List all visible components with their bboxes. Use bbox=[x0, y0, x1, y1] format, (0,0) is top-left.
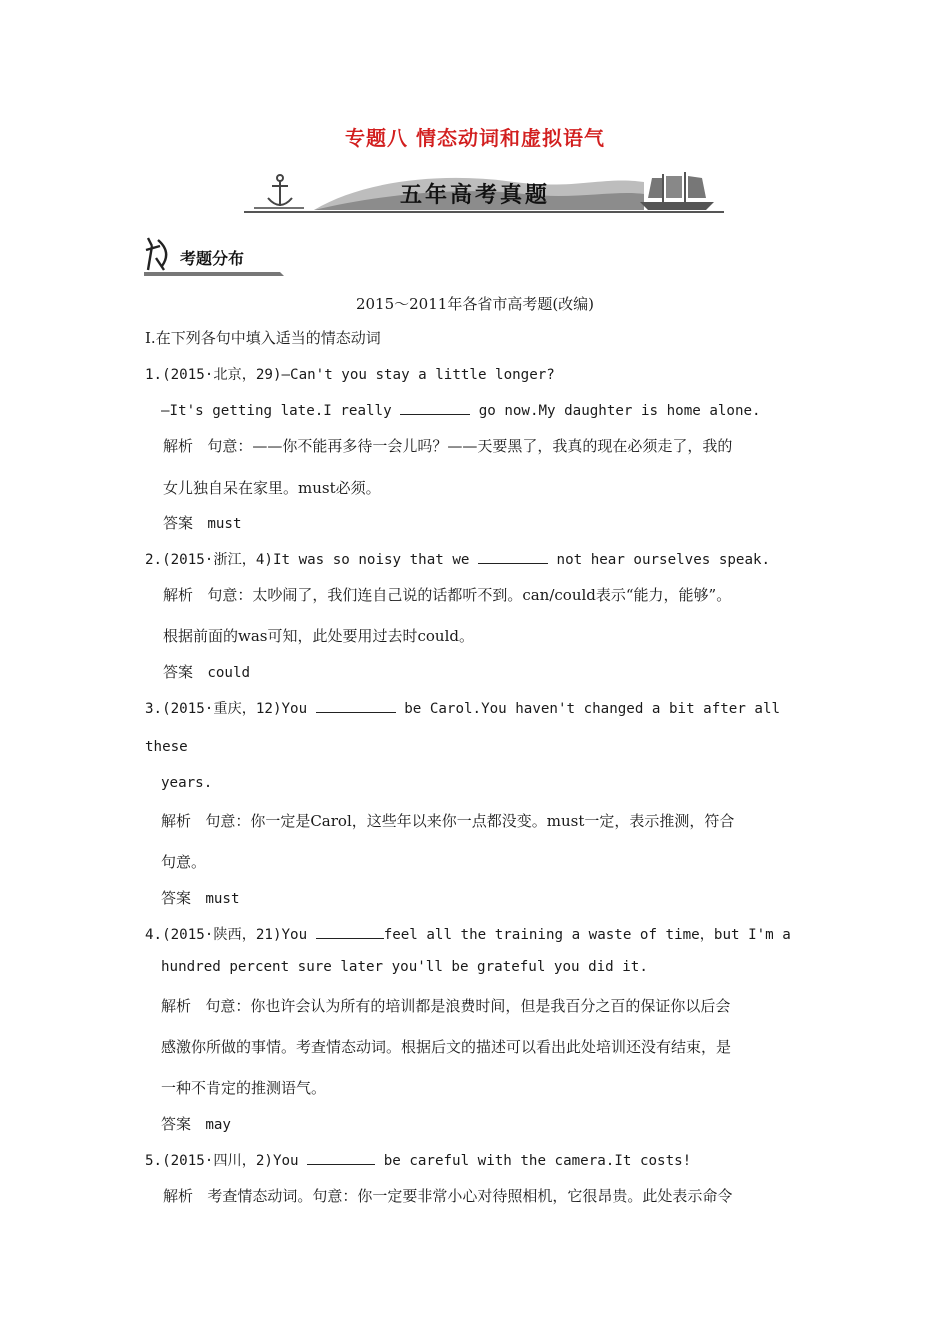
q4-stem-line2: hundred percent sure later you'll be grateful you did it. bbox=[161, 959, 648, 975]
q2-analysis-line1: 解析 句意：太吵闹了，我们连自己说的话都听不到。can/could表示“能力，能够”。 bbox=[163, 586, 732, 604]
page-title: 专题八 情态动词和虚拟语气 bbox=[345, 126, 605, 150]
subtitle: 2015～2011年各省市高考题(改编) bbox=[355, 295, 595, 313]
q5-stem: 5.(2015·四川，2)You be careful with the camera.It costs! bbox=[145, 1150, 691, 1170]
answer-blank bbox=[478, 549, 548, 564]
q3-stem-line2: these bbox=[145, 739, 188, 755]
q5-analysis-line1: 解析 考查情态动词。句意：你一定要非常小心对待照相机，它很昂贵。此处表示命令 bbox=[163, 1187, 733, 1205]
banner-title: 五年高考真题 bbox=[399, 183, 550, 208]
q4-analysis-line3: 一种不肯定的推测语气。 bbox=[161, 1079, 327, 1097]
q1-answer: 答案 must bbox=[163, 514, 242, 532]
q1-stem-line1: 1.(2015·北京，29)—Can't you stay a little longer? bbox=[145, 367, 555, 383]
q4-stem-line1: 4.(2015·陕西，21)You feel all the training a waste of time，but I'm a bbox=[145, 924, 791, 944]
q2-analysis-line2: 根据前面的was可知，此处要用过去时could。 bbox=[163, 627, 474, 645]
q3-analysis-line2: 句意。 bbox=[161, 853, 207, 871]
answer-blank bbox=[316, 924, 384, 939]
q1-stem-line2: —It's getting late.I really go now.My daughter is home alone. bbox=[161, 400, 761, 419]
q2-stem: 2.(2015·浙江，4)It was so noisy that we not hear ourselves speak. bbox=[145, 549, 770, 569]
answer-blank bbox=[316, 698, 396, 713]
answer-blank bbox=[307, 1150, 375, 1165]
section-label: 考题分布 bbox=[180, 249, 245, 268]
q3-answer: 答案 must bbox=[161, 889, 240, 907]
archer-icon bbox=[146, 238, 166, 270]
part-heading: Ⅰ.在下列各句中填入适当的情态动词 bbox=[145, 329, 381, 347]
q3-stem-line1: 3.(2015·重庆，12)You be Carol.You haven't changed a bit after all bbox=[145, 698, 780, 718]
q4-answer: 答案 may bbox=[161, 1115, 231, 1133]
q3-analysis-line1: 解析 句意：你一定是Carol，这些年以来你一点都没变。must一定，表示推测，符合 bbox=[161, 812, 735, 830]
q2-answer: 答案 could bbox=[163, 663, 251, 681]
q1-analysis-line2: 女儿独自呆在家里。must必须。 bbox=[163, 479, 381, 497]
answer-blank bbox=[400, 400, 470, 415]
q4-analysis-line2: 感激你所做的事情。考查情态动词。根据后文的描述可以看出此处培训还没有结束，是 bbox=[161, 1038, 732, 1056]
q3-stem-line3: years. bbox=[161, 775, 213, 791]
q4-analysis-line1: 解析 句意：你也许会认为所有的培训都是浪费时间，但是我百分之百的保证你以后会 bbox=[161, 997, 731, 1015]
q1-analysis-line1: 解析 句意：——你不能再多待一会儿吗？——天要黑了，我真的现在必须走了，我的 bbox=[163, 437, 733, 455]
